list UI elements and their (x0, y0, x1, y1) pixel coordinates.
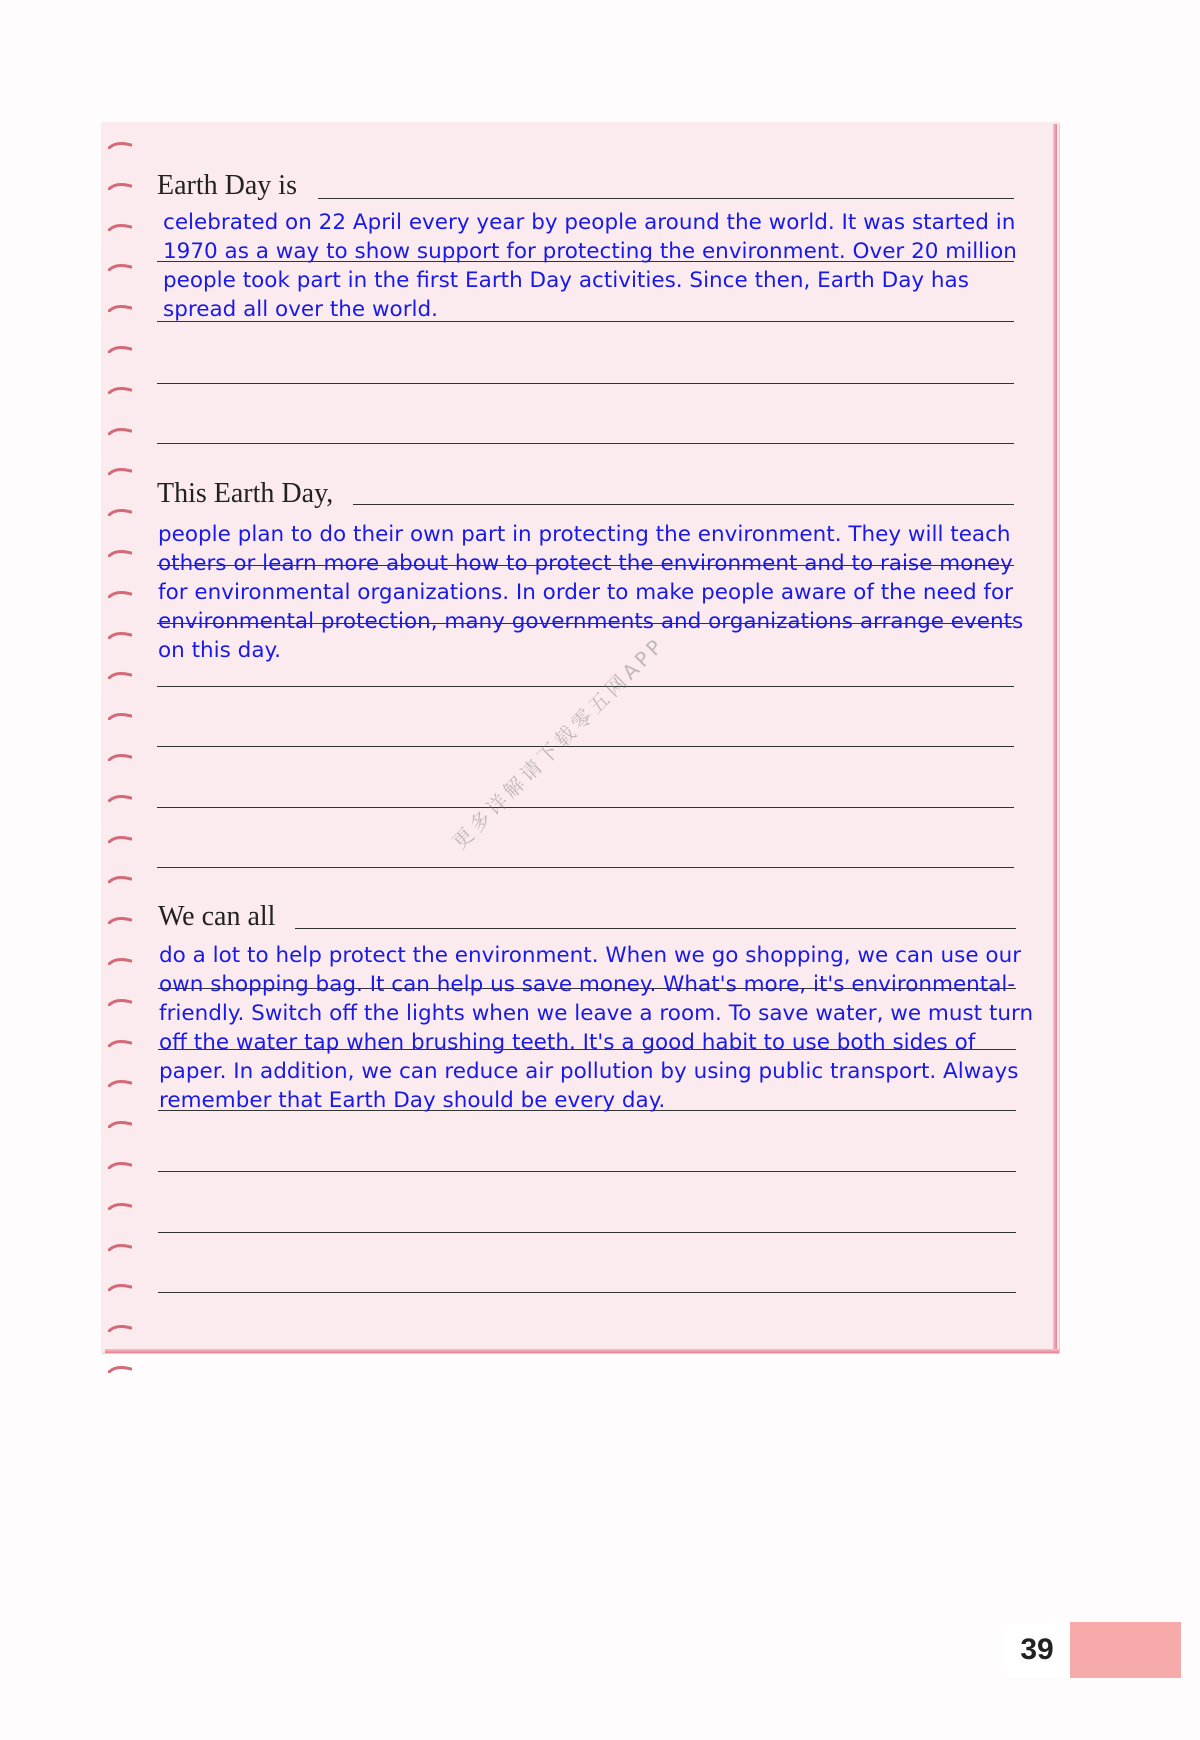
answer-line: paper. In addition, we can reduce air pollution by using public transport. Always (159, 1059, 1019, 1084)
write-line (158, 1232, 1016, 1233)
binding-hole-icon (108, 427, 132, 433)
page-number: 39 (1004, 1622, 1070, 1678)
write-line (157, 383, 1014, 384)
write-line (157, 807, 1014, 808)
binding-hole-icon (108, 631, 132, 637)
binding-hole-icon (108, 875, 132, 881)
binding-hole-icon (108, 345, 132, 351)
write-line (318, 198, 1014, 199)
binding-hole-icon (108, 386, 132, 392)
binding-hole-icon (108, 1120, 132, 1126)
binding-hole-icon (108, 753, 132, 759)
binding-hole-icon (108, 141, 132, 147)
write-line (157, 686, 1014, 687)
binding-hole-icon (108, 794, 132, 800)
answer-line: people took part in the first Earth Day activities. Since then, Earth Day has (163, 268, 969, 293)
binding-hole-icon (108, 712, 132, 718)
binding-hole-icon (108, 467, 132, 473)
binding-hole-icon (108, 508, 132, 514)
write-line (158, 1171, 1016, 1172)
prompt-we-can-all: We can all (158, 901, 276, 932)
answer-line: people plan to do their own part in protecting the environment. They will teach (158, 522, 1011, 547)
binding-hole-icon (108, 1324, 132, 1330)
binding-hole-icon (108, 263, 132, 269)
write-line (353, 504, 1014, 505)
binding-hole-icon (108, 1039, 132, 1045)
write-line (157, 746, 1014, 747)
watermark: 更多详解请下载零五网APP (447, 632, 670, 855)
paper-edge-bottom (105, 1349, 1059, 1353)
binding-hole-icon (108, 590, 132, 596)
write-line (157, 443, 1014, 444)
answer-line: off the water tap when brushing teeth. It's a good habit to use both sides of (159, 1030, 976, 1055)
binding-hole-icon (108, 1079, 132, 1085)
answer-line: celebrated on 22 April every year by people around the world. It was started in (163, 210, 1016, 235)
answer-line: on this day. (158, 638, 281, 663)
binding-hole-icon (108, 957, 132, 963)
binding-hole-icon (108, 1202, 132, 1208)
answer-line: 1970 as a way to show support for protecting the environment. Over 20 million (163, 239, 1017, 264)
binding-hole-icon (108, 1283, 132, 1289)
binding-hole-icon (108, 1365, 132, 1371)
write-line (158, 1292, 1016, 1293)
paper-edge-right (1053, 124, 1057, 1353)
binding-hole-icon (108, 1243, 132, 1249)
answer-line: others or learn more about how to protect the environment and to raise money (158, 551, 1013, 576)
binding-hole-icon (108, 304, 132, 310)
answer-line: do a lot to help protect the environment. When we go shopping, we can use our (159, 943, 1022, 968)
binding-hole-icon (108, 671, 132, 677)
answer-line: own shopping bag. It can help us save money. What's more, it's environmental- (159, 972, 1016, 997)
answer-line: spread all over the world. (163, 297, 438, 322)
answer-line: remember that Earth Day should be every day. (159, 1088, 666, 1113)
binding-hole-icon (108, 549, 132, 555)
prompt-this-earth-day: This Earth Day, (157, 478, 334, 509)
binding-hole-icon (108, 223, 132, 229)
write-line (295, 928, 1016, 929)
answer-line: for environmental organizations. In order to make people aware of the need for (158, 580, 1013, 605)
write-line (157, 867, 1014, 868)
answer-line: environmental protection, many governments and organizations arrange events (158, 609, 1024, 634)
binding-hole-icon (108, 1161, 132, 1167)
prompt-earth-day-is: Earth Day is (157, 170, 297, 201)
binding-hole-icon (108, 998, 132, 1004)
binding-hole-icon (108, 835, 132, 841)
binding-hole-icon (108, 182, 132, 188)
answer-line: friendly. Switch off the lights when we leave a room. To save water, we must turn (159, 1001, 1034, 1026)
binding-hole-icon (108, 916, 132, 922)
